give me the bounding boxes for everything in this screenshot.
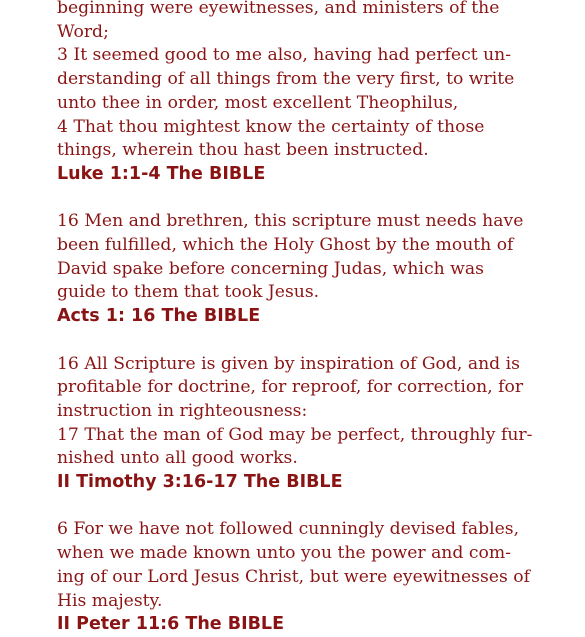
verse-line: beginning were eyewitnesses, and ministers of the <box>57 0 500 18</box>
verse-line: 3 It seemed good to me also, having had perfect un- <box>57 45 512 66</box>
verse-line: David spake before concerning Judas, which was <box>57 258 484 279</box>
passage-timothy <box>57 353 533 495</box>
passage-luke <box>57 0 527 187</box>
verse-line: when we made known unto you the power and com- <box>57 543 511 564</box>
verse-line: guide to them that took Jesus. <box>57 282 320 303</box>
scripture-reference: II Peter 11:6 The BIBLE <box>57 614 285 635</box>
verse-line: Word; <box>57 21 109 42</box>
verse-line: His majesty. <box>57 590 163 611</box>
verse-line: been fulfilled, which the Holy Ghost by the mouth of <box>57 235 514 256</box>
verse-line: derstanding of all things from the very first, to write <box>57 69 515 90</box>
scripture-reference: Acts 1: 16 The BIBLE <box>57 306 261 327</box>
verse-line: things, wherein thou hast been instructed. <box>57 140 429 161</box>
verse-line: 16 Men and brethren, this scripture must needs have <box>57 211 524 232</box>
verse-line: unto thee in order, most excellent Theophilus, <box>57 92 459 113</box>
verse-line: 17 That the man of God may be perfect, throughly fur- <box>57 424 533 445</box>
verse-line: ing of our Lord Jesus Christ, but were eyewitnesses of <box>57 566 530 587</box>
verse-line: instruction in righteousness: <box>57 400 308 421</box>
verse-line: nished unto all good works. <box>57 448 298 469</box>
scripture-reference: II Timothy 3:16-17 The BIBLE <box>57 472 343 493</box>
passage-peter <box>57 518 530 637</box>
verse-line: 16 All Scripture is given by inspiration of God, and is <box>57 353 520 374</box>
scripture-reference: Luke 1:1-4 The BIBLE <box>57 163 266 184</box>
passage-acts <box>57 210 527 329</box>
verse-line: profitable for doctrine, for reproof, for correction, for <box>57 377 524 398</box>
verse-line: 4 That thou mightest know the certainty of those <box>57 116 485 137</box>
verse-line: 6 For we have not followed cunningly devised fables, <box>57 519 520 540</box>
document-page <box>57 0 533 637</box>
